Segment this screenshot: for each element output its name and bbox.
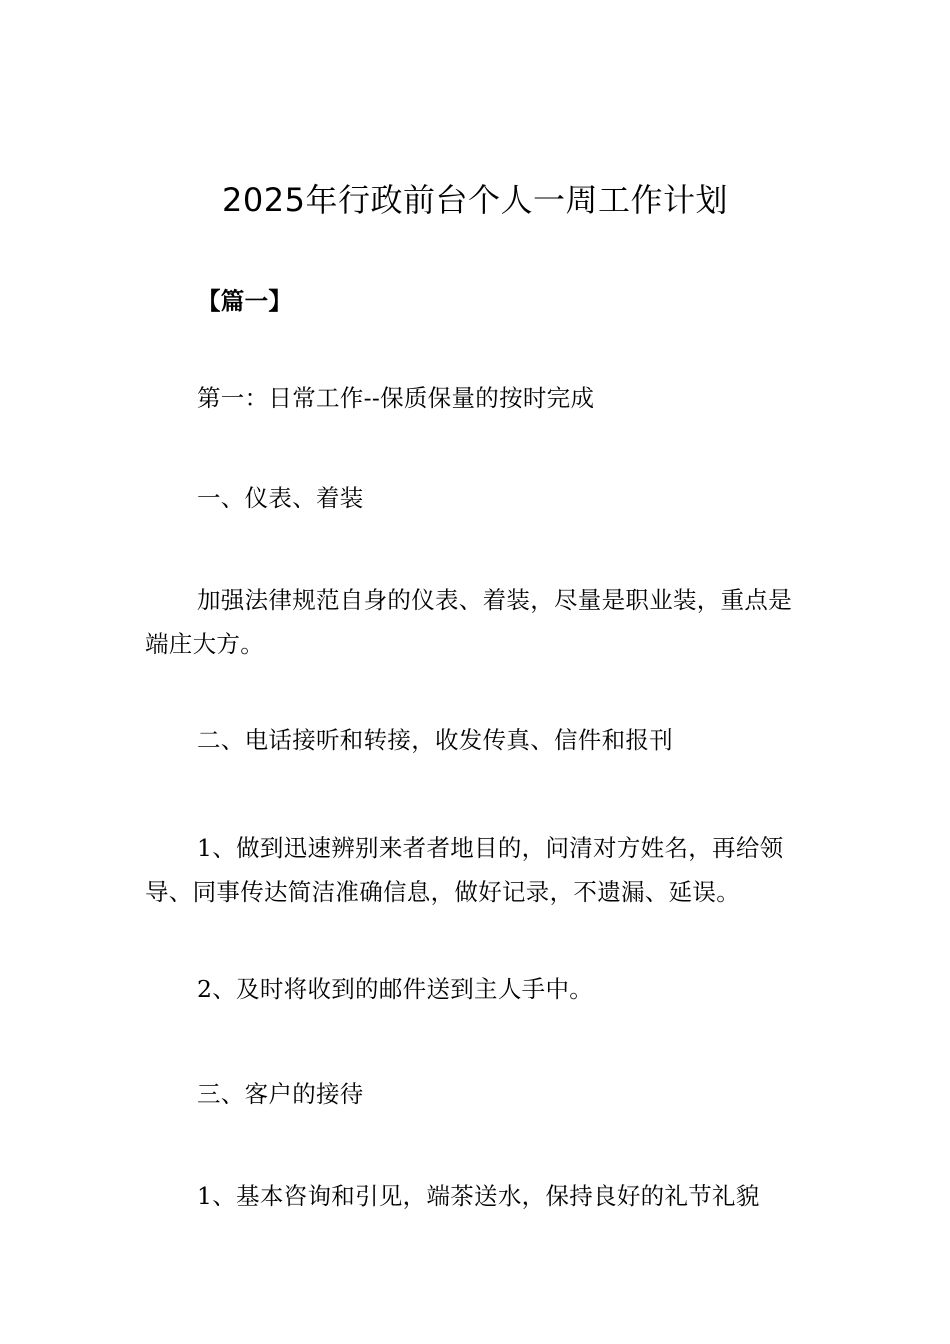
paragraph: 2、及时将收到的邮件送到主人手中。 bbox=[197, 975, 594, 1003]
paragraph: 二、电话接听和转接，收发传真、信件和报刊 bbox=[197, 726, 673, 754]
paragraph: 1、做到迅速辨别来者者地目的，问清对方姓名，再给领导、同事传达简洁准确信息，做好记录，不遗漏、延误。 bbox=[145, 834, 784, 906]
paragraph: 一、仪表、着装 bbox=[197, 484, 364, 512]
document-title: 2025年行政前台个人一周工作计划 bbox=[222, 181, 728, 219]
paragraph: 加强法律规范自身的仪表、着装，尽量是职业装，重点是端庄大方。 bbox=[145, 586, 792, 658]
paragraph: 三、客户的接待 bbox=[197, 1080, 364, 1108]
paragraph: 1、基本咨询和引见，端茶送水，保持良好的礼节礼貌 bbox=[197, 1182, 760, 1210]
paragraph: 第一：日常工作--保质保量的按时完成 bbox=[197, 384, 595, 412]
section-heading: 【篇一】 bbox=[197, 287, 293, 315]
